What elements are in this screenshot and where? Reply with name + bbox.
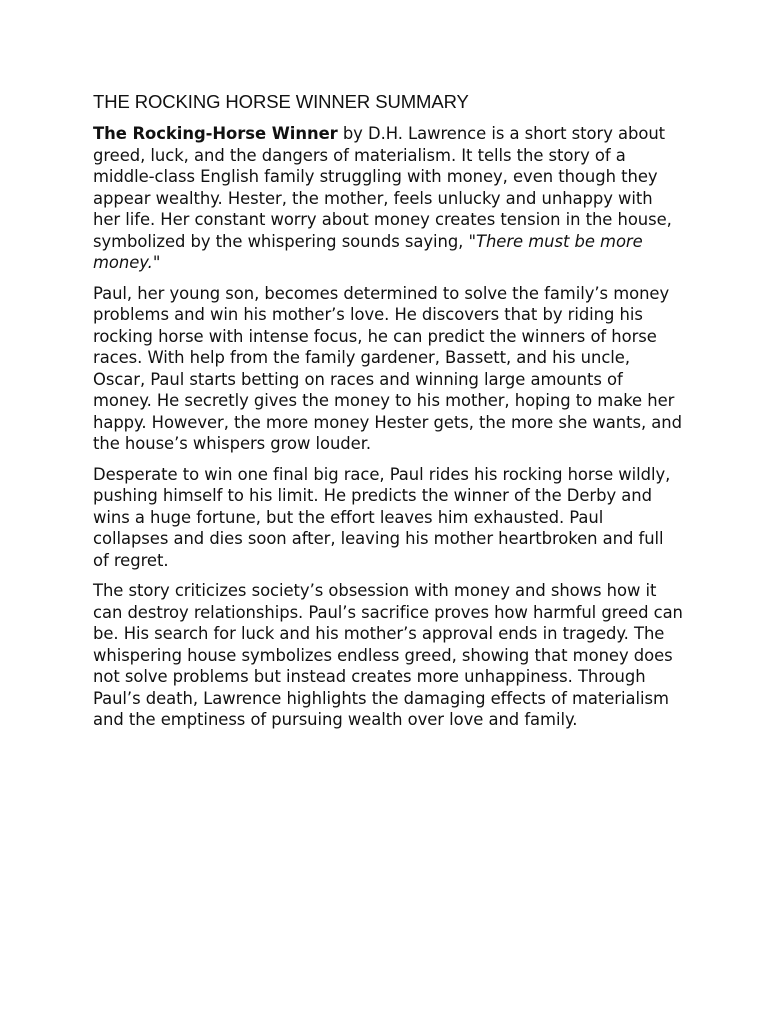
paragraph-paul: Paul, her young son, becomes determined to solve the family’s money problems and win his mother’s love. He discovers that by riding his rocking horse with intense focus, he can predict the winners of horse races. With help from the family gardener, Bassett, and his uncle, Oscar, Paul starts betting on races and winning large amounts of money. He secretly gives the money to his mother, hoping to make her happy. However, the more money Hester gets, the more she wants, and the house’s whispers grow louder.	[93, 283, 682, 453]
paragraph-intro	[93, 123, 683, 274]
paragraph-theme: The story criticizes society’s obsession with money and shows how it can destroy relationships. Paul’s sacrifice proves how harmful greed can be. His search for luck and his mother’s approval ends in tragedy. The whispering house symbolizes endless greed, showing that money does not solve problems but instead creates more unhappiness. Through Paul’s death, Lawrence highlights the damaging effects of materialism and the emptiness of pursuing wealth over love and family.	[93, 581, 683, 729]
document-body	[93, 89, 683, 740]
document-title: THE ROCKING HORSE WINNER SUMMARY	[93, 91, 469, 112]
intro-text: by D.H. Lawrence is a short story about greed, luck, and the dangers of materialism. It tells the story of a middle-class English family struggling with money, even though they appear wealthy. Hester, the mother, feels unlucky and unhappy with her life. Her constant worry about money creates tension in the house, symbolized by the whispering sounds saying, "	[93, 124, 672, 251]
story-title-bold: The Rocking-Horse Winner	[93, 124, 338, 143]
quote-close: "	[152, 253, 161, 272]
paragraph-final-race: Desperate to win one final big race, Paul rides his rocking horse wildly, pushing himself to his limit. He predicts the winner of the Derby and wins a huge fortune, but the effort leaves him exhausted. Paul collapses and dies soon after, leaving his mother heartbroken and full of regret.	[93, 464, 671, 570]
whisper-quote: There must be more money.	[93, 231, 643, 272]
